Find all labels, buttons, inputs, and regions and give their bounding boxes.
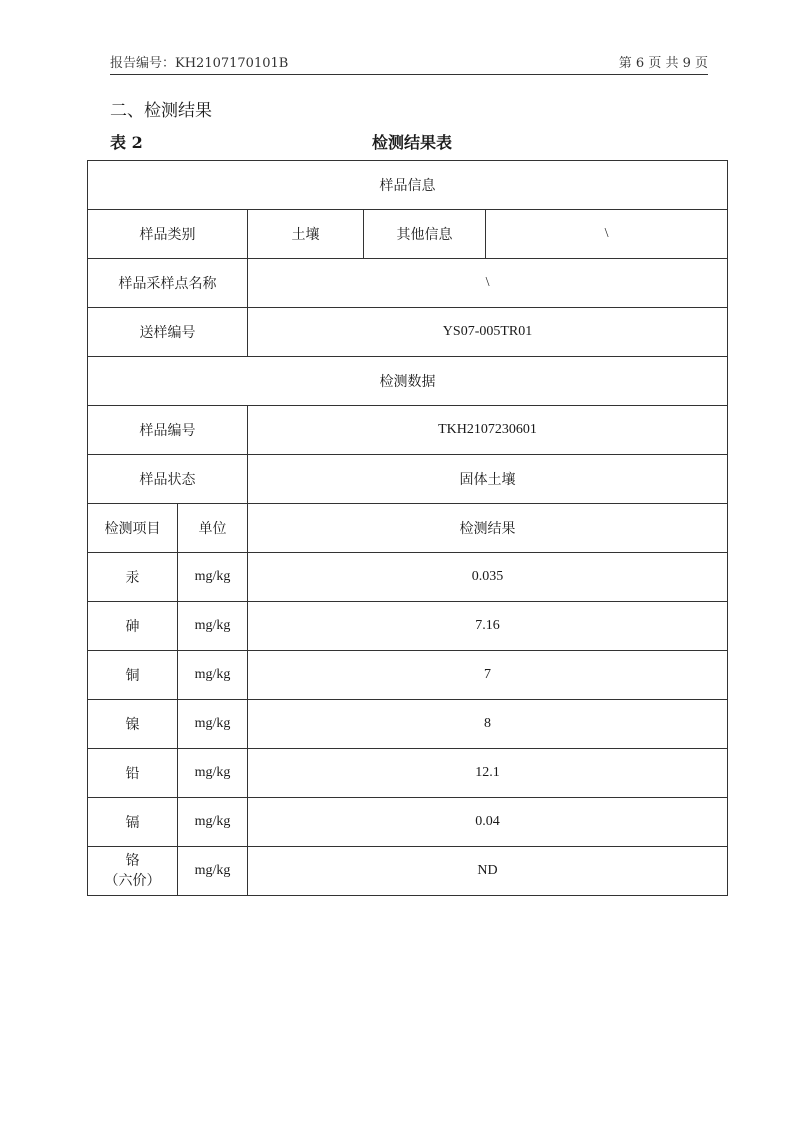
sample-state-label: 样品状态 — [88, 455, 248, 504]
table-row — [88, 798, 728, 847]
sample-state-value: 固体土壤 — [248, 455, 728, 504]
result-unit: mg/kg — [178, 651, 248, 700]
result-value: 7 — [248, 651, 728, 700]
result-value: 0.035 — [248, 553, 728, 602]
result-unit: mg/kg — [178, 798, 248, 847]
delivery-number-value: YS07-005TR01 — [248, 308, 728, 357]
sample-number-label: 样品编号 — [88, 406, 248, 455]
table-row — [88, 553, 728, 602]
sampling-site-value: \ — [248, 259, 728, 308]
result-value: 0.04 — [248, 798, 728, 847]
sample-number-value: TKH2107230601 — [248, 406, 728, 455]
table-row — [88, 504, 728, 553]
sample-category-value: 土壤 — [248, 210, 364, 259]
other-info-label: 其他信息 — [364, 210, 486, 259]
result-unit: mg/kg — [178, 847, 248, 896]
delivery-number-label: 送样编号 — [88, 308, 248, 357]
sample-info-heading: 样品信息 — [88, 161, 728, 210]
section-title: 二、检测结果 — [110, 101, 212, 121]
table-row — [88, 210, 728, 259]
page-header — [110, 50, 708, 75]
table-row — [88, 651, 728, 700]
result-item: 镉 — [88, 798, 178, 847]
result-value: 8 — [248, 700, 728, 749]
result-item — [88, 847, 178, 896]
table-label: 表 2 — [110, 133, 143, 152]
result-item: 铅 — [88, 749, 178, 798]
sampling-site-label: 样品采样点名称 — [88, 259, 248, 308]
result-item: 砷 — [88, 602, 178, 651]
table-row — [88, 700, 728, 749]
table-row — [88, 308, 728, 357]
test-data-heading: 检测数据 — [88, 357, 728, 406]
table-row — [88, 602, 728, 651]
result-unit: mg/kg — [178, 749, 248, 798]
result-unit: mg/kg — [178, 553, 248, 602]
table-row — [88, 847, 728, 896]
table-title: 检测结果表 — [372, 133, 453, 152]
table-row — [88, 357, 728, 406]
table-row — [88, 749, 728, 798]
table-row — [88, 406, 728, 455]
result-item: 铜 — [88, 651, 178, 700]
table-row — [88, 259, 728, 308]
result-unit: mg/kg — [178, 602, 248, 651]
result-item-line1: 铬 — [125, 853, 140, 869]
result-value: ND — [248, 847, 728, 896]
col-header-item: 检测项目 — [88, 504, 178, 553]
result-item-line2: （六价） — [104, 873, 161, 889]
result-item: 汞 — [88, 553, 178, 602]
table-row — [88, 455, 728, 504]
col-header-unit: 单位 — [178, 504, 248, 553]
col-header-result: 检测结果 — [248, 504, 728, 553]
table-row — [88, 161, 728, 210]
results-table — [87, 160, 728, 896]
sample-category-label: 样品类别 — [88, 210, 248, 259]
result-value: 7.16 — [248, 602, 728, 651]
result-unit: mg/kg — [178, 700, 248, 749]
page-number: 第 6 页 共 9 页 — [618, 56, 708, 71]
report-number: 报告编号：KH2107170101B — [110, 56, 289, 71]
result-value: 12.1 — [248, 749, 728, 798]
other-info-value: \ — [486, 210, 728, 259]
result-item: 镍 — [88, 700, 178, 749]
